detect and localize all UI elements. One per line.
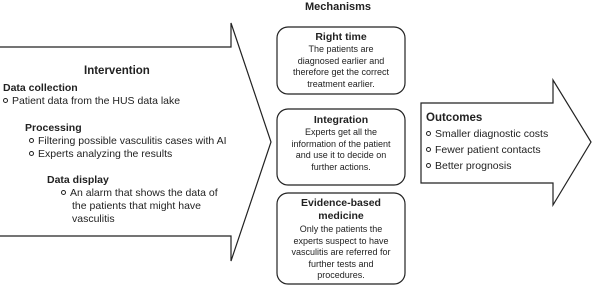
description-line: further actions. <box>311 161 371 172</box>
outcomes-arrow <box>421 80 591 205</box>
description-line: treatment earlier. <box>307 78 375 89</box>
description-line: Only the patients the <box>299 224 383 234</box>
title-line: medicine <box>318 210 364 222</box>
mechanism-title-evidence-based-medicine <box>277 197 405 223</box>
section-heading-processing: Processing <box>25 122 82 134</box>
mechanism-description-right-time <box>277 44 405 90</box>
description-line: further tests and <box>308 258 374 269</box>
list-item-label: Patient data from the HUS data lake <box>12 95 181 107</box>
description-line: information of the patient <box>291 138 391 149</box>
list-item-label: Fewer patient contacts <box>435 144 541 156</box>
mechanism-description-evidence-based-medicine <box>277 224 405 282</box>
list-item <box>29 135 227 148</box>
bullet-icon <box>29 151 34 156</box>
bullet-icon <box>426 131 431 136</box>
description-line: The patients are <box>308 44 374 54</box>
bullet-icon <box>29 138 34 143</box>
section-heading-data-display: Data display <box>47 174 109 186</box>
description-line: procedures. <box>317 270 365 280</box>
list-item-label: Smaller diagnostic costs <box>435 128 549 140</box>
list-item-label: Better prognosis <box>435 160 512 172</box>
section-heading-data-collection: Data collection <box>3 82 78 94</box>
list-item <box>426 144 541 157</box>
description-line: experts suspect to have <box>293 235 389 246</box>
description-line: therefore get the correct <box>292 67 390 77</box>
description-line: diagnosed earlier and <box>297 55 385 66</box>
list-item <box>3 95 180 108</box>
description-line: vasculitis are referred for <box>291 247 391 257</box>
outcomes-title: Outcomes <box>426 112 483 124</box>
bullet-icon <box>426 163 431 168</box>
list-item-label: Experts analyzing the results <box>38 148 173 160</box>
mechanisms-label: Mechanisms <box>305 1 372 13</box>
list-item-label: Filtering possible vasculitis cases with AI <box>38 135 227 147</box>
mechanism-title-right-time: Right time <box>315 31 367 43</box>
intervention-title: Intervention <box>84 65 150 77</box>
title-line: Evidence-based <box>301 197 381 209</box>
bullet-icon <box>61 190 66 195</box>
list-item-label: An alarm that shows the data of <box>70 187 218 199</box>
list-item <box>61 187 218 200</box>
description-line: Experts get all the <box>304 127 378 137</box>
list-item-continuation: the patients that might have <box>72 200 201 212</box>
description-line: and use it to decide on <box>295 150 387 160</box>
list-item-continuation: vasculitis <box>72 213 115 225</box>
list-item <box>426 160 511 173</box>
mechanism-description-integration <box>277 127 405 173</box>
list-item <box>426 128 548 141</box>
bullet-icon <box>426 147 431 152</box>
list-item <box>29 148 172 161</box>
bullet-icon <box>3 98 8 103</box>
mechanism-title-integration: Integration <box>313 114 369 126</box>
